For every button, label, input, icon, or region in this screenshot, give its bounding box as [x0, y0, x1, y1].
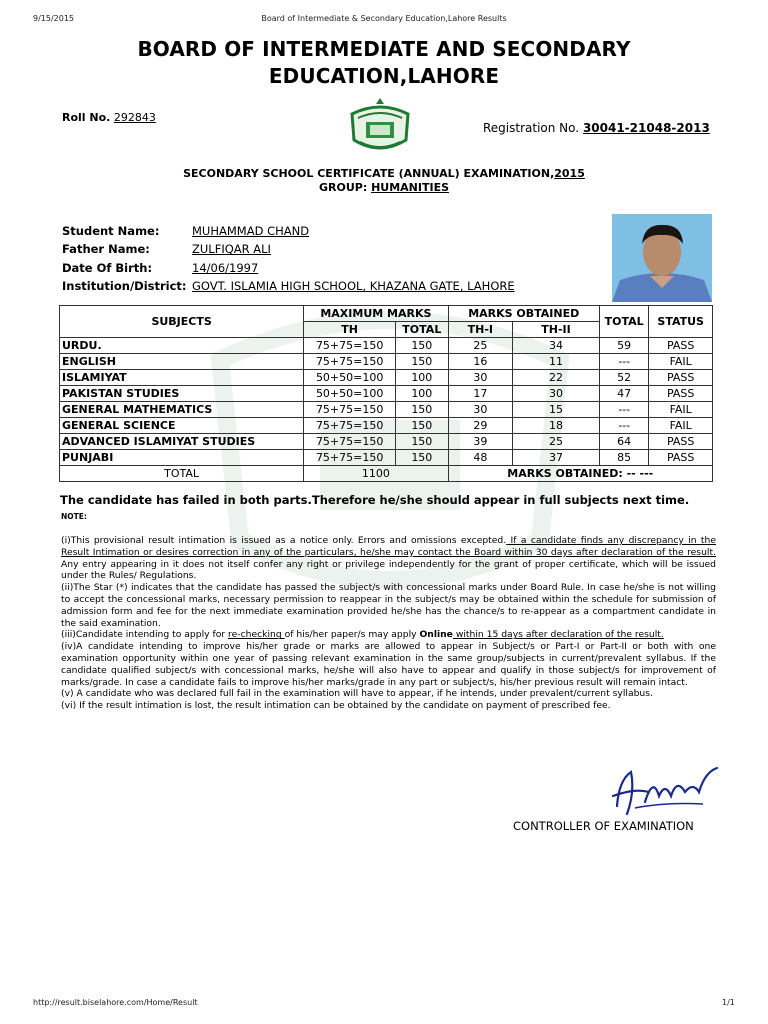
exam-title: SECONDARY SCHOOL CERTIFICATE (ANNUAL) EXAMINATION,2015 GROUP: HUMANITIES: [183, 167, 585, 194]
max-th-cell: 50+50=100: [304, 386, 396, 402]
max-th-cell: 75+75=150: [304, 418, 396, 434]
header-th1: TH-I: [448, 322, 513, 338]
status-cell: FAIL: [649, 402, 713, 418]
father-name-row: Father Name: ZULFIQAR ALI: [62, 242, 271, 256]
note-6: (vi) If the result intimation is lost, the result intimation can be obtained by the candidate on payment of prescribed fee.: [61, 700, 611, 712]
student-name: MUHAMMAD CHAND: [192, 224, 310, 238]
notes-block: [61, 535, 716, 712]
table-row: [60, 434, 713, 450]
max-th-cell: 75+75=150: [304, 402, 396, 418]
header-subjects: SUBJECTS: [60, 306, 304, 338]
max-total-cell: 150: [396, 434, 448, 450]
header-th: TH: [304, 322, 396, 338]
result-note: The candidate has failed in both parts.Therefore he/she should appear in full subjects next time.: [60, 493, 690, 507]
student-photo: [612, 214, 712, 302]
controller-title: CONTROLLER OF EXAMINATION: [513, 819, 694, 833]
th1-cell: 29: [448, 418, 513, 434]
th2-cell: 18: [513, 418, 600, 434]
print-page-number: 1/1: [722, 998, 735, 1007]
total-value: 1100: [304, 466, 448, 482]
table-row: [60, 338, 713, 354]
status-cell: PASS: [649, 370, 713, 386]
note-5: (v) A candidate who was declared full fail in the examination will have to appear, if he intends, under prevalent/current syllabus.: [61, 688, 653, 700]
header-max-marks: MAXIMUM MARKS: [304, 306, 448, 322]
marks-obtained-total: MARKS OBTAINED: -- ---: [448, 466, 712, 482]
th2-cell: 22: [513, 370, 600, 386]
max-total-cell: 150: [396, 354, 448, 370]
board-title: BOARD OF INTERMEDIATE AND SECONDARY EDUCATION,LAHORE: [137, 37, 631, 88]
th2-cell: 15: [513, 402, 600, 418]
header-status: STATUS: [649, 306, 713, 338]
print-date: 9/15/2015: [33, 14, 75, 23]
th2-cell: 37: [513, 450, 600, 466]
note-2: (ii)The Star (*) indicates that the candidate has passed the subject/s with concessional marks under Board Rule. In case he/she is not willing to accept the concessional marks, necessary permission to reappear in the subject/s may be obtained within the schedule for submission of admission form and fee for the next immediate examination provided he/she has the chance/s to re-appear as a compartment candidate in the said examination.: [61, 582, 716, 629]
total-cell: ---: [599, 354, 648, 370]
th1-cell: 39: [448, 434, 513, 450]
header-total: TOTAL: [599, 306, 648, 338]
institution: GOVT. ISLAMIA HIGH SCHOOL, KHAZANA GATE, LAHORE: [192, 279, 515, 293]
status-cell: PASS: [649, 338, 713, 354]
th2-cell: 30: [513, 386, 600, 402]
table-row: [60, 418, 713, 434]
max-th-cell: 75+75=150: [304, 434, 396, 450]
total-label: TOTAL: [60, 466, 304, 482]
header-marks-obtained: MARKS OBTAINED: [448, 306, 599, 322]
total-cell: ---: [599, 418, 648, 434]
note-label: NOTE:: [61, 512, 87, 521]
th2-cell: 25: [513, 434, 600, 450]
max-total-cell: 100: [396, 386, 448, 402]
table-row: [60, 402, 713, 418]
th1-cell: 17: [448, 386, 513, 402]
subject-cell: ENGLISH: [60, 354, 304, 370]
total-cell: 64: [599, 434, 648, 450]
subject-cell: PUNJABI: [60, 450, 304, 466]
group-value: HUMANITIES: [371, 181, 450, 194]
note-1: (i)This provisional result intimation is issued as a notice only. Errors and omissions excepted. If a candidate finds any discrepancy in the Result Intimation or desires correction in any of the particulars, he/she may contact the Board within 30 days after declaration of the result. Any entry appearing in it does not itself confer any right or privilege independently for the grant of proper certificate, which will be issued under the Rules/ Regulations.: [61, 535, 716, 582]
th1-cell: 30: [448, 402, 513, 418]
max-th-cell: 50+50=100: [304, 370, 396, 386]
max-total-cell: 150: [396, 338, 448, 354]
registration-number-value: 30041-21048-2013: [582, 121, 710, 135]
print-page-title: Board of Intermediate & Secondary Education,Lahore Results: [261, 14, 507, 23]
roll-number: Roll No. 292843: [62, 111, 156, 124]
controller-signature: [605, 762, 725, 820]
subject-cell: GENERAL SCIENCE: [60, 418, 304, 434]
table-row: [60, 450, 713, 466]
header-max-total: TOTAL: [396, 322, 448, 338]
note-3: (iii)Candidate intending to apply for re-checking of his/her paper/s may apply Online within 15 days after declaration of the result.: [61, 629, 664, 641]
dob-row: Date Of Birth: 14/06/1997: [62, 261, 259, 275]
max-total-cell: 150: [396, 418, 448, 434]
date-of-birth: 14/06/1997: [192, 261, 259, 275]
th2-cell: 11: [513, 354, 600, 370]
total-cell: 52: [599, 370, 648, 386]
total-cell: 59: [599, 338, 648, 354]
max-total-cell: 100: [396, 370, 448, 386]
note-4: (iv)A candidate intending to improve his/her grade or marks are allowed to appear in Subject/s or Part-I or Part-II or both with one examination opportunity within one year of passing relevant examination in the same group/subjects in current/prevalent syllabus. If the candidate qualified subject/s with concessional marks, he/she will also have to appear and qualify in those subject/s for improvement of marks/grade. In case a candidate fails to improve his/her marks/grade in any part or subject/s, his/her previous result will remain intact.: [61, 641, 716, 688]
father-name: ZULFIQAR ALI: [192, 242, 271, 256]
th1-cell: 16: [448, 354, 513, 370]
th1-cell: 48: [448, 450, 513, 466]
subject-cell: URDU.: [60, 338, 304, 354]
max-th-cell: 75+75=150: [304, 338, 396, 354]
th2-cell: 34: [513, 338, 600, 354]
status-cell: FAIL: [649, 354, 713, 370]
student-name-row: Student Name: MUHAMMAD CHAND: [62, 224, 310, 238]
subject-cell: PAKISTAN STUDIES: [60, 386, 304, 402]
registration-number: Registration No. 30041-21048-2013: [483, 121, 710, 135]
max-total-cell: 150: [396, 450, 448, 466]
total-cell: 47: [599, 386, 648, 402]
status-cell: PASS: [649, 386, 713, 402]
max-th-cell: 75+75=150: [304, 450, 396, 466]
marks-table: [59, 305, 713, 482]
print-url: http://result.biselahore.com/Home/Result: [33, 998, 198, 1007]
status-cell: PASS: [649, 434, 713, 450]
status-cell: FAIL: [649, 418, 713, 434]
header-th2: TH-II: [513, 322, 600, 338]
subject-cell: ADVANCED ISLAMIYAT STUDIES: [60, 434, 304, 450]
roll-number-value: 292843: [113, 111, 156, 124]
total-cell: ---: [599, 402, 648, 418]
subject-cell: ISLAMIYAT: [60, 370, 304, 386]
th1-cell: 30: [448, 370, 513, 386]
max-th-cell: 75+75=150: [304, 354, 396, 370]
th1-cell: 25: [448, 338, 513, 354]
board-logo-icon: [346, 96, 414, 158]
total-cell: 85: [599, 450, 648, 466]
subject-cell: GENERAL MATHEMATICS: [60, 402, 304, 418]
institution-row: Institution/District: GOVT. ISLAMIA HIGH SCHOOL, KHAZANA GATE, LAHORE: [62, 279, 515, 293]
table-row: [60, 370, 713, 386]
status-cell: PASS: [649, 450, 713, 466]
table-row: [60, 354, 713, 370]
max-total-cell: 150: [396, 402, 448, 418]
table-row: [60, 386, 713, 402]
